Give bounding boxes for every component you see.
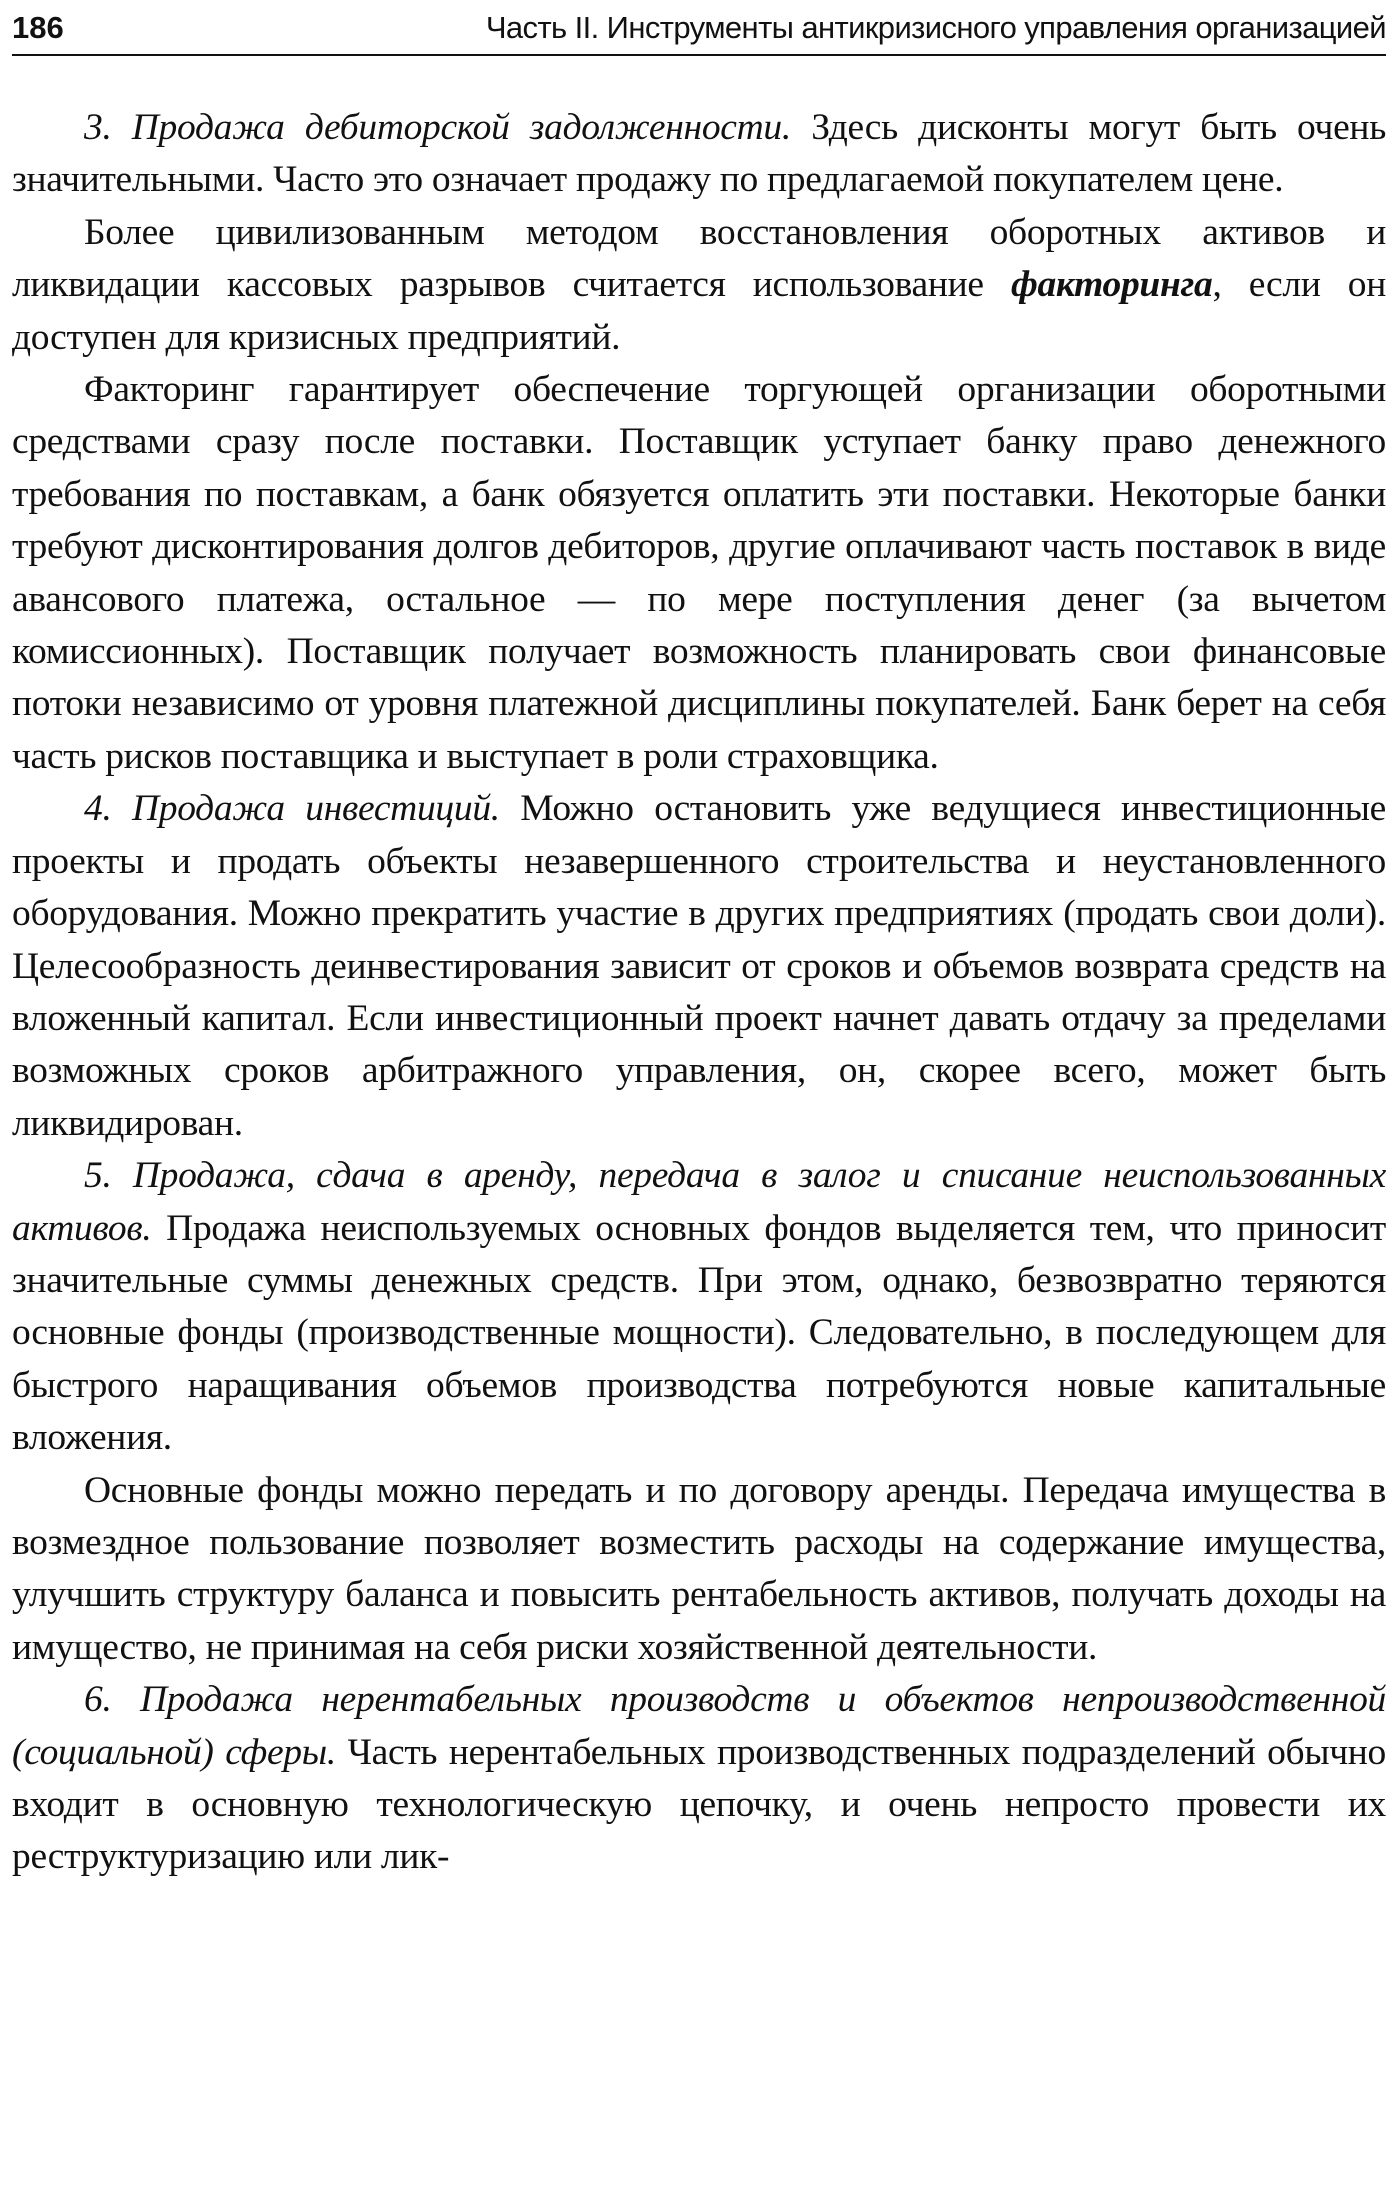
paragraph-receivables-sale	[12, 102, 1386, 207]
paragraph-lease	[12, 1465, 1386, 1675]
paragraph-text: Более цивилизованным методом восстановления оборотных активов и ликвидации кассовых разрывов считается использование	[12, 211, 1386, 306]
paragraph-text: Здесь дисконты могут быть очень значительными. Часто это означает продажу по предлагаемой покупателем цене.	[12, 107, 1386, 201]
paragraph-text: , если он доступен для кризисных предприятий.	[12, 264, 1387, 358]
paragraph-text: Можно остановить уже ведущиеся инвестиционные проекты и продать объекты незавершенного строительства и неустановленного оборудования. Можно прекратить участие в других предприятиях (продать свои доли). Целесообразность деинвестирования зависит от сроков и объемов возврата средств на вложенный капитал. Если инвестиционный проект начнет давать отдачу за пределами возможных сроков арбитражного управления, он, скорее всего, может быть ликвидирован.	[12, 788, 1386, 1144]
section-heading: 5. Продажа, сдача в аренду, передача в залог и списание неиспользованных активов.	[12, 1155, 1386, 1249]
paragraph-text: Факторинг гарантирует обеспечение торгующей организации оборотными средствами сразу после поставки. Поставщик уступает банку право денежного требования по поставкам, а банк обязуется оплатить эти поставки. Некоторые банки требуют дисконтирования долгов дебиторов, другие оплачивают часть поставок в виде авансового платежа, остальное — по мере поступления денег (за вычетом комиссионных). Поставщик получает возможность планировать свои финансовые потоки независимо от уровня платежной дисциплины покупателей. Банк берет на себя часть рисков поставщика и выступает в роли страховщика.	[12, 369, 1386, 777]
page-number: 186	[12, 10, 64, 45]
section-heading: 4. Продажа инвестиций.	[84, 788, 500, 830]
running-header	[12, 0, 1386, 56]
paragraph-text: Продажа неиспользуемых основных фондов выделяется тем, что приносит значительные суммы денежных средств. При этом, однако, безвозвратно теряются основные фонды (производственные мощности). Следовательно, в последующем для быстрого наращивания объемов производства потребуются новые капитальные вложения.	[12, 1207, 1387, 1459]
paragraph-factoring-details	[12, 364, 1386, 783]
paragraph-factoring-intro	[12, 207, 1386, 364]
page-body	[12, 102, 1386, 1884]
highlighted-term: факторинга	[1010, 264, 1213, 306]
section-heading: 3. Продажа дебиторской задолженности.	[84, 107, 791, 148]
header-rule	[12, 54, 1386, 56]
paragraph-text: Часть нерентабельных производственных подразделений обычно входит в основную технологическую цепочку, и очень непросто провести их реструктуризацию или лик-	[12, 1731, 1386, 1878]
paragraph-unprofitable-production	[12, 1674, 1386, 1884]
paragraph-unused-assets	[12, 1150, 1386, 1464]
section-heading: 6. Продажа нерентабельных производств и объектов непроизводственной (социальной) сферы.	[12, 1679, 1386, 1773]
running-title: Часть II. Инструменты антикризисного управления организацией	[485, 10, 1386, 45]
paragraph-text: Основные фонды можно передать и по договору аренды. Передача имущества в возмездное пользование позволяет возместить расходы на содержание имущества, улучшить структуру баланса и повысить рентабельность активов, получать доходы на имущество, не принимая на себя риски хозяйственной деятельности.	[12, 1469, 1386, 1668]
paragraph-investment-sale	[12, 783, 1386, 1150]
